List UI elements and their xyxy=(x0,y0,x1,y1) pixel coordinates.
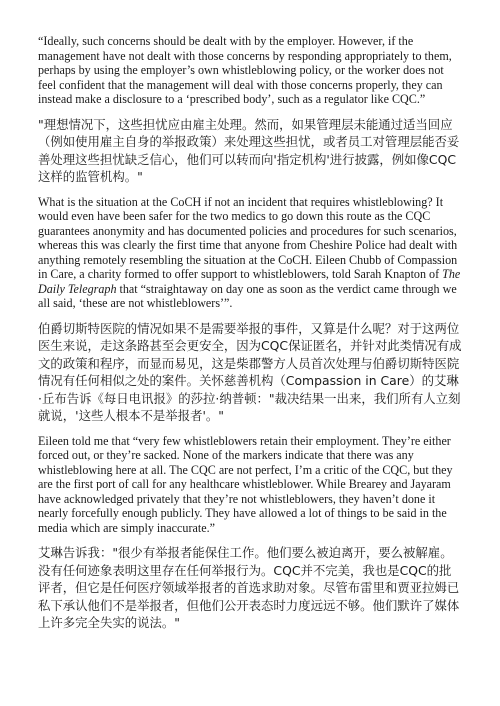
chinese-paragraph-3: 艾琳告诉我："很少有举报者能保住工作。他们要么被迫离开，要么被解雇。没有任何迹象表明这里存在任何举报行为。CQC并不完美，我也是CQC的批评者，但它是任何医疗领域举报者的首选求助对象。尽管布雷里和贾亚拉姆已私下承认他们不是举报者，但他们公开表态时力度远远不够。他们默许了媒体上许多完全失实的说法。" xyxy=(38,545,460,630)
paragraph-2-text-after: that “straightaway on day one as soon as the verdict came through we all said, ‘these are not whistleblowers’”. xyxy=(38,281,457,310)
chinese-paragraph-2: 伯爵切斯特医院的情况如果不是需要举报的事件，又算是什么呢？对于这两位医生来说，走这条路甚至会更安全，因为CQC保证匿名，并针对此类情况有成文的政策和程序，而显而易见，这是柴郡警方人员首次处理与伯爵切斯特医院情况有任何相似之处的案件。关怀慈善机构（Compassion in Care）的艾琳·丘布告诉《每日电讯报》的莎拉·纳普顿："裁决结果一出来，我们所有人立刻就说，'这些人根本不是举报者'。" xyxy=(38,320,462,423)
english-paragraph-3: Eileen told me that “very few whistleblowers retain their employment. They’re either forced out, or they’re sacked. None of the markers indicate that there was any whistleblowing here at all. The CQC are not perfect, I’m a critic of the CQC, but they are the first port of call for any healthcare whistleblower. While Brearey and Jayaram have acknowledged privately that they’re not whistleblowers, they haven’t done it nearly forcefully enough publicly. They have allowed a lot of things to be said in the media which are simply inaccurate.” xyxy=(38,433,453,535)
chinese-paragraph-1: "理想情况下，这些担忧应由雇主处理。然而，如果管理层未能通过适当回应（例如使用雇主自身的举报政策）来处理这些担忧，或者员工对管理层能否妥善处理这些担忧缺乏信心，他们可以转而向'指定机构'进行披露，例如像CQC这样的监管机构。" xyxy=(38,116,460,184)
english-paragraph-2 xyxy=(38,195,462,311)
document-page xyxy=(38,34,462,641)
newspaper-title: The Daily Telegraph xyxy=(38,267,461,296)
english-paragraph-1: “Ideally, such concerns should be dealt with by the employer. However, if the management have not dealt with those concerns by responding appropriately to them, perhaps by using the employer’s own whistleblowing policy, or the worker does not feel confident that the management will deal with those concerns properly, they can instead make a disclosure to a ‘prescribed body’, such as a regulator like CQC.” xyxy=(38,34,452,106)
paragraph-2-text-before: What is the situation at the CoCH if not an incident that requires whistleblowing? It would even have been safer for the two medics to go down this route as the CQC guarantees anonymity and has documented policies and procedures for such scenarios, whereas this was clearly the first time that anyone from Cheshire Police had dealt with anything remotely resembling the situation at the CoCH. Eileen Chubb of Compassion in Care, a charity formed to offer support to whistleblowers, told Sarah Knapton of xyxy=(38,194,458,281)
